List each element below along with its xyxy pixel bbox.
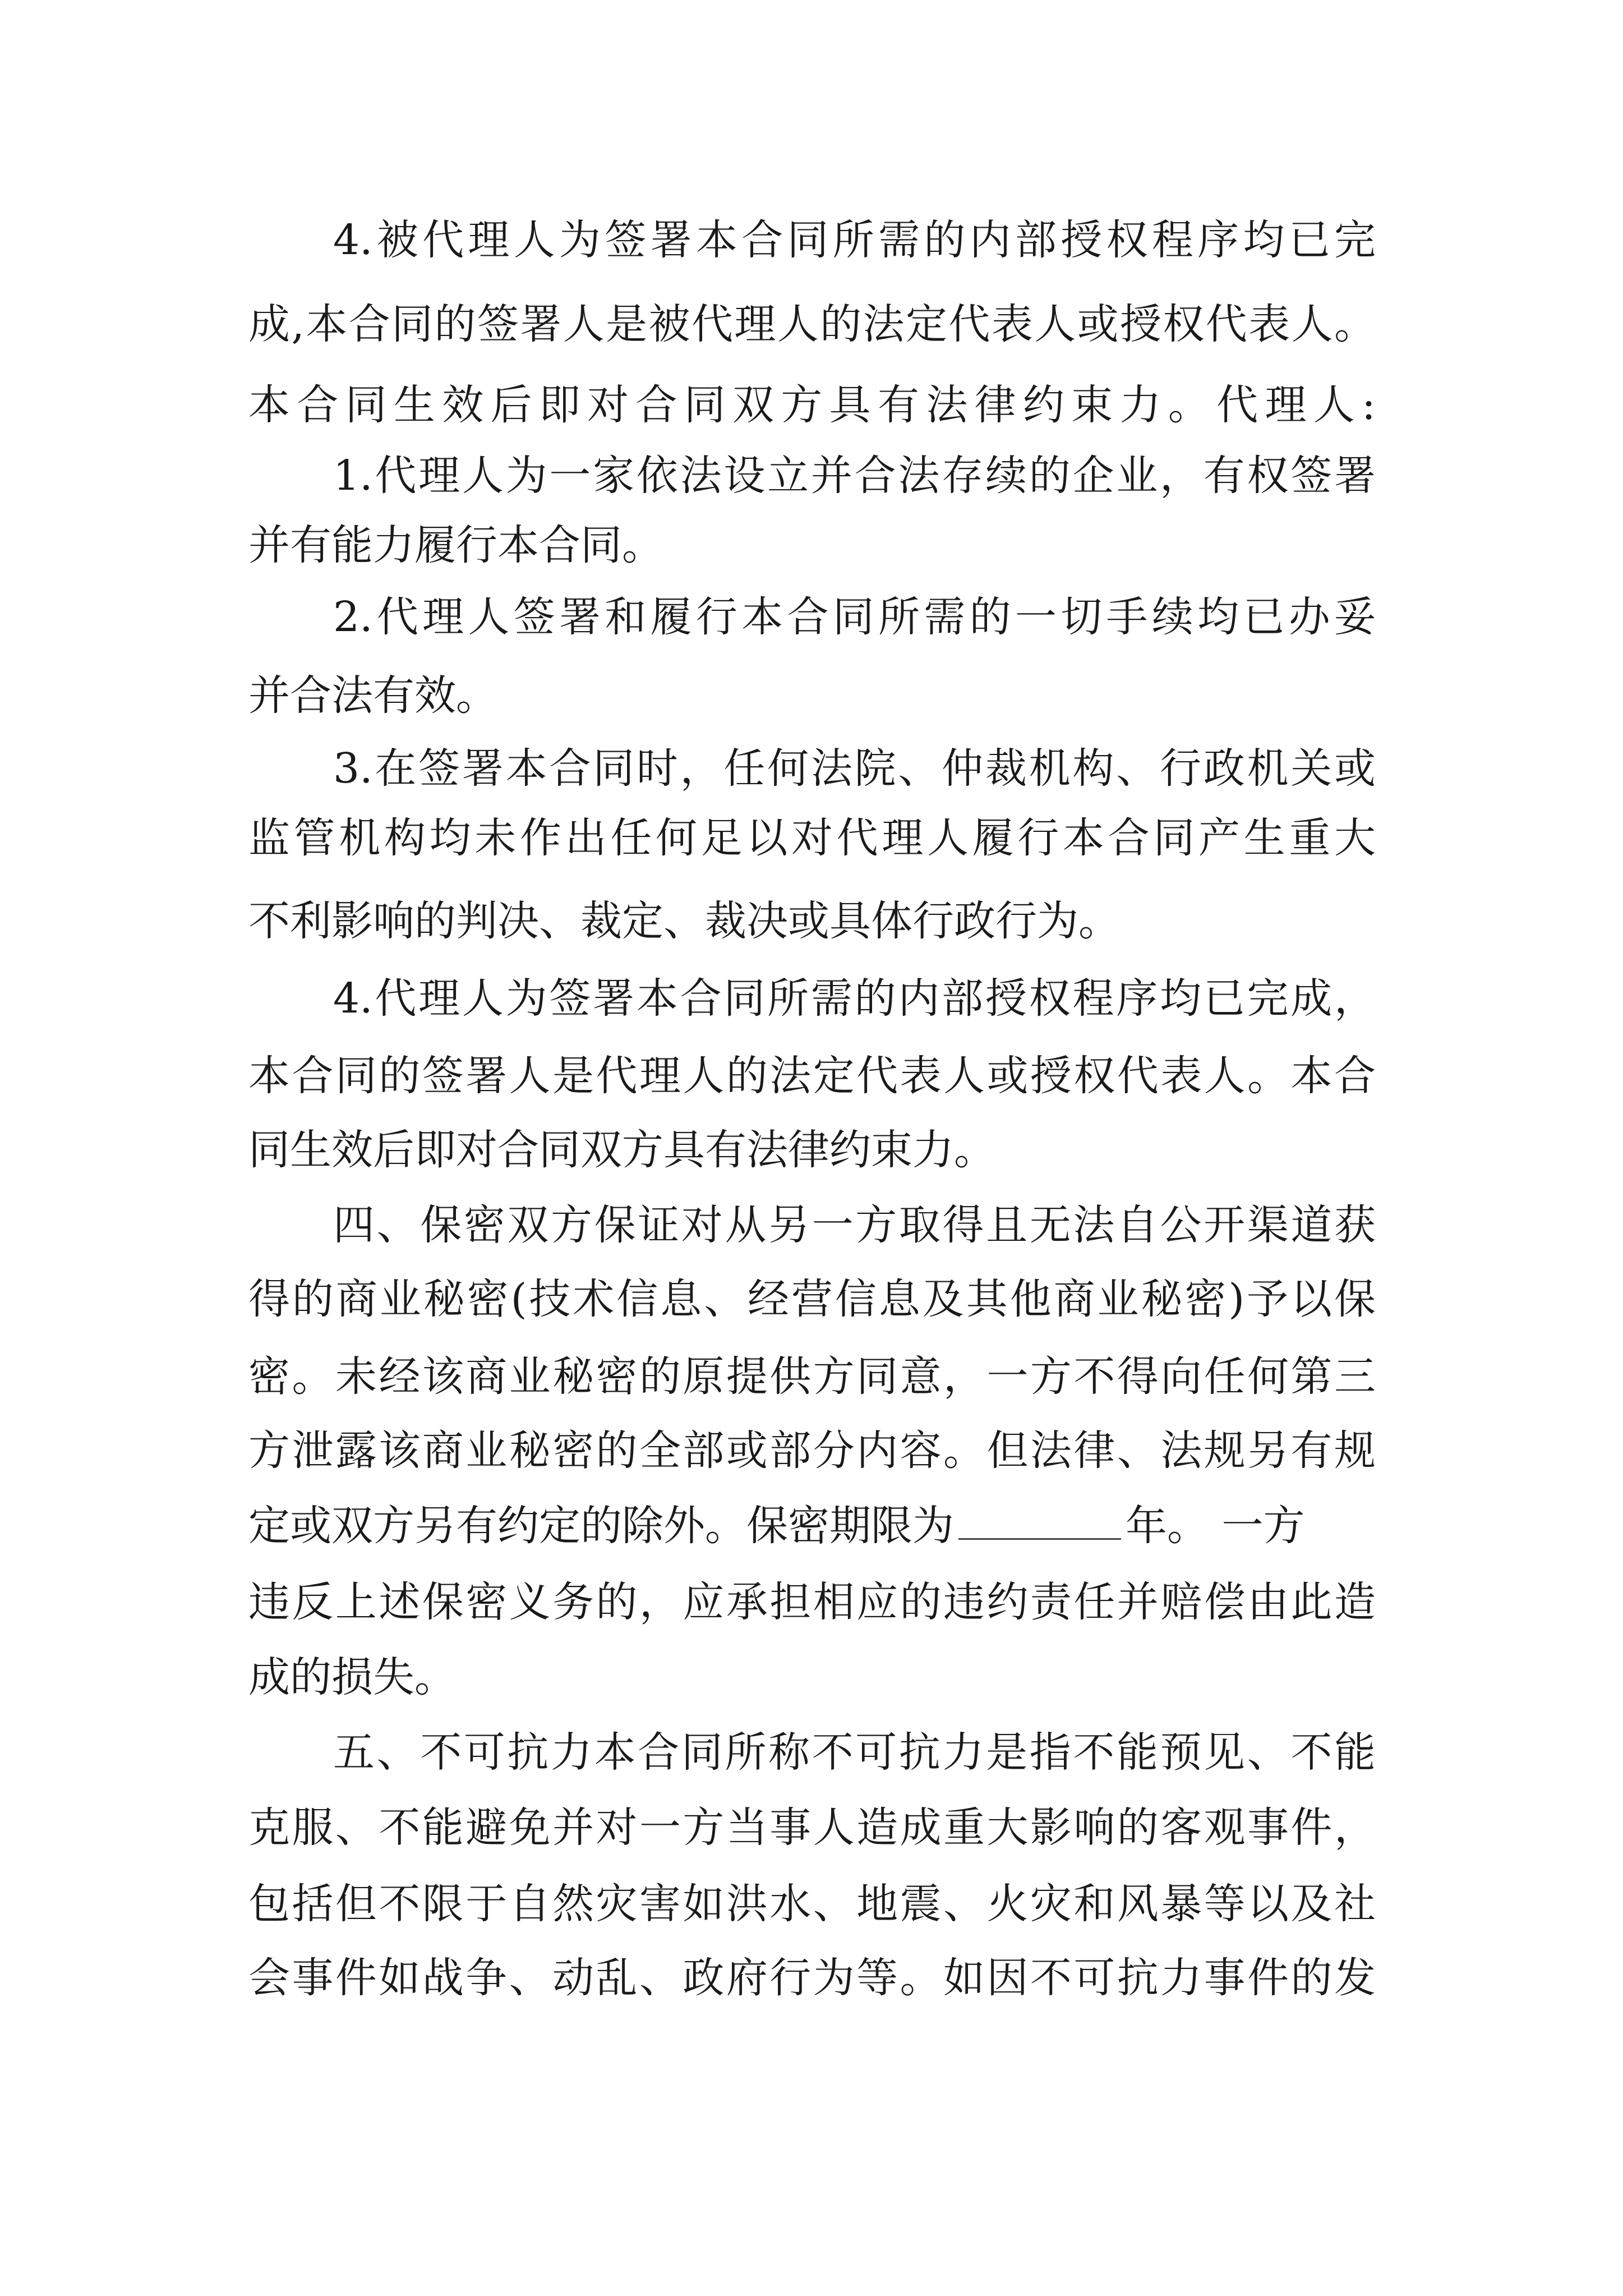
fill-in-blank[interactable] — [958, 1499, 1121, 1540]
paragraph-line: 违反上述保密义务的，应承担相应的违约责任并赔偿由此造 — [248, 1578, 1376, 1626]
paragraph-line: 不利影响的判决、裁定、裁决或具体行政行为。 — [248, 897, 1120, 945]
paragraph-line: 2.代理人签署和履行本合同所需的一切手续均已办妥 — [333, 593, 1376, 641]
paragraph-line: 3.在签署本合同时，任何法院、仲裁机构、行政机关或 — [333, 744, 1376, 793]
paragraph-line: 包括但不限于自然灾害如洪水、地震、火灾和风暴等以及社 — [248, 1880, 1376, 1928]
paragraph-line: 本合同的签署人是代理人的法定代表人或授权代表人。本合 — [248, 1052, 1376, 1100]
paragraph-line: 并有能力履行本合同。 — [248, 521, 663, 569]
paragraph-line: 五、不可抗力本合同所称不可抗力是指不能预见、不能 — [333, 1728, 1376, 1777]
paragraph-line: 4.代理人为签署本合同所需的内部授权程序均已完成， — [333, 974, 1376, 1023]
paragraph-line: 4.被代理人为签署本合同所需的内部授权程序均已完 — [333, 216, 1376, 264]
line-text-after-blank: 年。 一方 — [1126, 1502, 1305, 1550]
paragraph-line: 同生效后即对合同双方具有法律约束力。 — [248, 1126, 995, 1174]
paragraph-line: 成,本合同的签署人是被代理人的法定代表人或授权代表人。 — [248, 300, 1376, 348]
paragraph-line: 克服、不能避免并对一方当事人造成重大影响的客观事件， — [248, 1803, 1376, 1852]
paragraph-line: 本合同生效后即对合同双方具有法律约束力。代理人: — [248, 381, 1376, 429]
line-text-before-blank: 定或双方另有约定的除外。保密期限为 — [248, 1502, 954, 1550]
paragraph-line: 并合法有效。 — [248, 671, 497, 720]
paragraph-line: 成的损失。 — [248, 1653, 456, 1701]
paragraph-line: 会事件如战争、动乱、政府行为等。如因不可抗力事件的发 — [248, 1954, 1376, 2002]
paragraph-line: 密。未经该商业秘密的原提供方同意，一方不得向任何第三 — [248, 1352, 1376, 1401]
paragraph-line — [248, 1498, 1376, 1554]
paragraph-line: 1.代理人为一家依法设立并合法存续的企业，有权签署 — [333, 452, 1376, 500]
paragraph-line: 监管机构均未作出任何足以对代理人履行本合同产生重大 — [248, 814, 1376, 862]
paragraph-line: 四、保密双方保证对从另一方取得且无法自公开渠道获 — [333, 1201, 1376, 1249]
paragraph-line: 得的商业秘密(技术信息、经营信息及其他商业秘密)予以保 — [248, 1275, 1376, 1323]
paragraph-line: 方泄露该商业秘密的全部或部分内容。但法律、法规另有规 — [248, 1427, 1376, 1475]
